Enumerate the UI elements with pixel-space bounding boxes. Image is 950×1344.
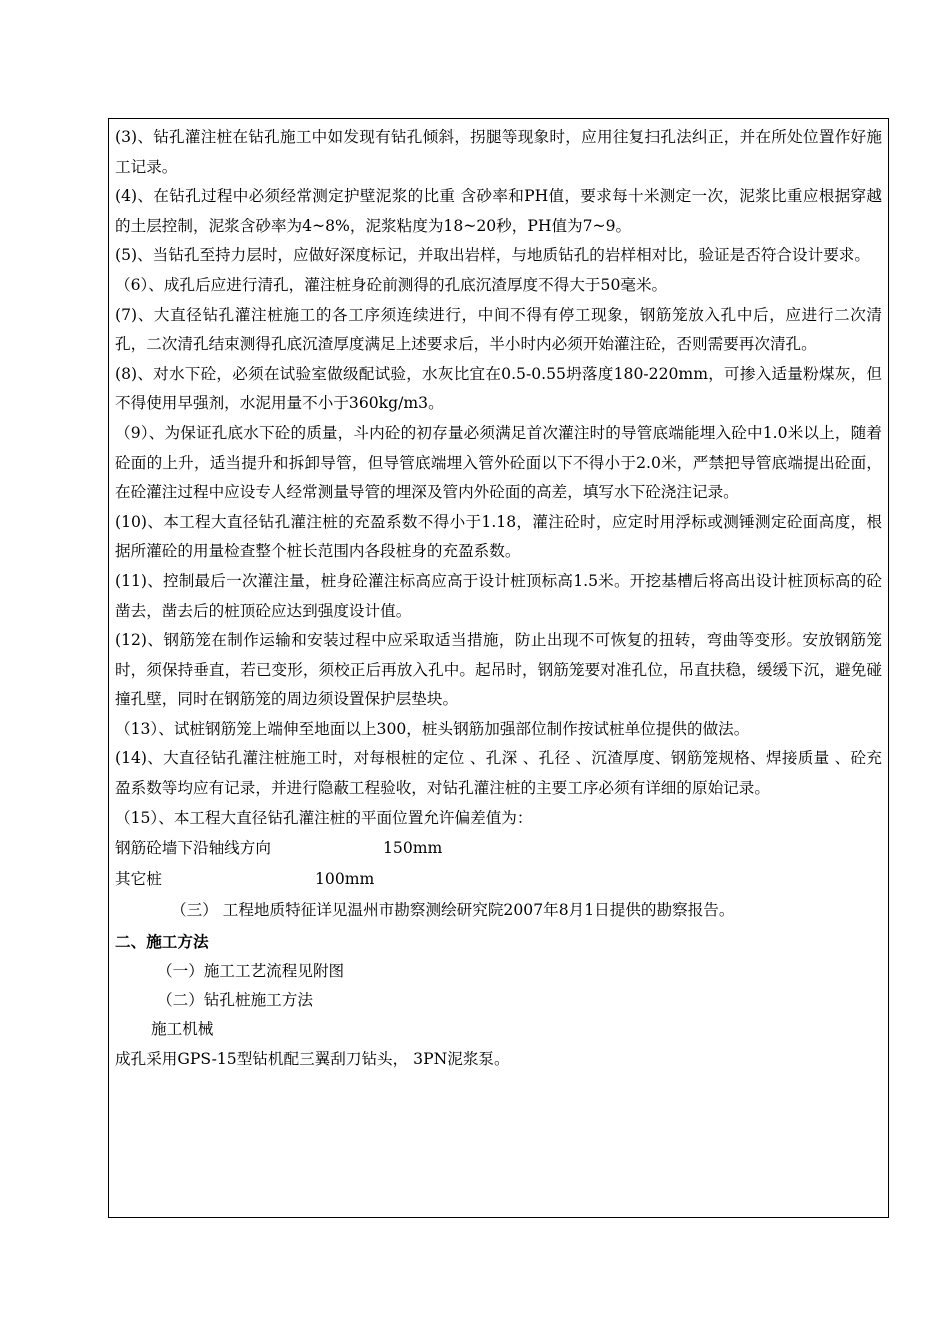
subsection-pile-method: （二）钻孔桩施工方法	[157, 991, 313, 1010]
section-heading: 二、施工方法	[115, 932, 209, 952]
paragraph-10: (10)、本工程大直径钻孔灌注桩的充盈系数不得小于1.18，灌注砼时，应定时用浮标或测锤测定砼面高度，根据所灌砼的用量检查整个桩长范围内各段桩身的充盈系数。	[115, 512, 882, 561]
paragraph-7: (7)、大直径钻孔灌注桩施工的各工序须连续进行，中间不得有停工现象，钢筋笼放入孔中后，应进行二次清孔，二次清孔结束测得孔底沉渣厚度满足上述要求后，半小时内必须开始灌注砼，否则需要再次清孔。	[115, 305, 882, 354]
content-frame	[108, 118, 889, 1218]
paragraph-4: (4)、在钻孔过程中必须经常测定护壁泥浆的比重 含砂率和PH值，要求每十米测定一次，泥浆比重应根据穿越的土层控制，泥浆含砂率为4~8%，泥浆粘度为18~20秒，PH值为7~9。	[115, 187, 882, 235]
paragraph-11: (11)、控制最后一次灌注量，桩身砼灌注标高应高于设计桩顶标高1.5米。开挖基槽后将高出设计桩顶标高的砼凿去，凿去后的桩顶砼应达到强度设计值。	[115, 571, 882, 620]
paragraph-12: (12)、钢筋笼在制作运输和安装过程中应采取适当措施，防止出现不可恢复的扭转，弯曲等变形。安放钢筋笼时，须保持垂直，若已变形，须校正后再放入孔中。起吊时，钢筋笼要对准孔位，吊直扶稳，缓缓下沉，避免碰撞孔壁，同时在钢筋笼的周边须设置保护层垫块。	[115, 631, 882, 709]
paragraph-5: (5)、当钻孔至持力层时，应做好深度标记，并取出岩样，与地质钻孔的岩样相对比，验证是否符合设计要求。	[115, 246, 870, 265]
paragraph-8: (8)、对水下砼，必须在试验室做级配试验，水灰比宜在0.5-0.55坍落度180-220mm，可掺入适量粉煤灰，但不得使用早强剂，水泥用量不小于360kg/m3。	[115, 364, 882, 413]
tolerance-label: 其它桩	[115, 870, 162, 889]
tolerance-row	[115, 864, 882, 895]
tolerance-row	[115, 833, 882, 864]
subsection-process-flow: （一）施工工艺流程见附图	[157, 962, 345, 981]
paragraph-9: （9）、为保证孔底水下砼的质量，斗内砼的初存量必须满足首次灌注时的导管底端能埋入砼中1.0米以上，随着砼面的上升，适当提升和拆卸导管，但导管底端埋入管外砼面以下不得小于2.0米，严禁把导管底端提出砼面，在砼灌注过程中应设专人经常测量导管的埋深及管内外砼面的高差，填写水下砼浇注记录。	[115, 423, 882, 502]
machinery-title: 施工机械	[151, 1020, 214, 1039]
tolerance-value: 100mm	[315, 870, 375, 889]
paragraph-3: (3)、钻孔灌注桩在钻孔施工中如发现有钻孔倾斜，拐腿等现象时，应用往复扫孔法纠正，并在所处位置作好施工记录。	[115, 128, 882, 176]
geology-reference: （三） 工程地质特征详见温州市勘察测绘研究院2007年8月1日提供的勘察报告。	[171, 901, 735, 920]
paragraph-14: (14)、大直径钻孔灌注桩施工时，对每根桩的定位 、孔深 、孔径 、沉渣厚度、钢筋笼规格、焊接质量 、砼充盈系数等均应有记录，并进行隐蔽工程验收，对钻孔灌注桩的主要工序必须有详细的原始记录。	[115, 749, 882, 798]
paragraph-6: （6）、成孔后应进行清孔，灌注桩身砼前测得的孔底沉渣厚度不得大于50毫米。	[115, 275, 668, 294]
machinery-text: 成孔采用GPS-15型钻机配三翼刮刀钻头， 3PN泥浆泵。	[115, 1050, 510, 1069]
paragraph-15: （15）、本工程大直径钻孔灌注桩的平面位置允许偏差值为：	[115, 808, 533, 827]
tolerance-label: 钢筋砼墙下沿轴线方向	[115, 839, 271, 858]
tolerance-value: 150mm	[383, 839, 443, 858]
paragraph-13: （13）、试桩钢筋笼上端伸至地面以上300，桩头钢筋加强部位制作按试桩单位提供的做法。	[115, 719, 750, 738]
